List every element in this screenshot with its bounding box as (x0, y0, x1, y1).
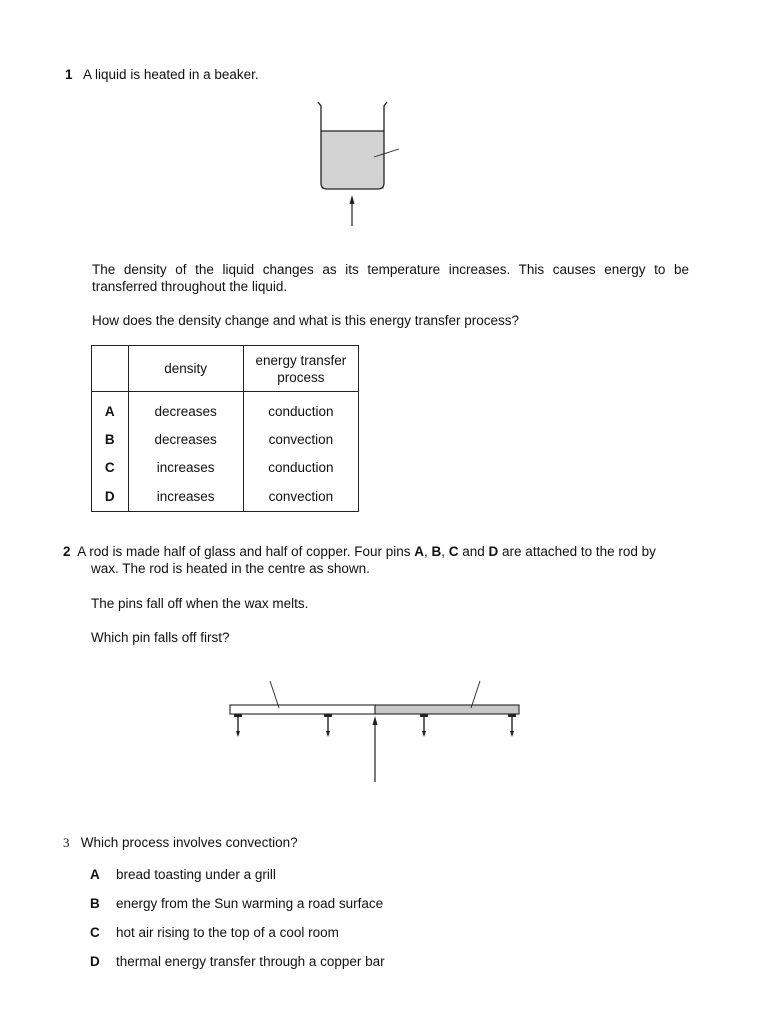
option-text: bread toasting under a grill (116, 867, 276, 882)
table-row (92, 482, 359, 512)
option-letter: A (90, 867, 100, 882)
pin-label-d: D (488, 544, 499, 559)
q3-option-c (90, 925, 339, 940)
table-header-blank (92, 346, 129, 392)
row-process: conduction (243, 392, 358, 426)
q1-intro: A liquid is heated in a beaker. (83, 67, 259, 82)
table-row (92, 392, 359, 426)
row-density: decreases (128, 426, 243, 454)
table-header-density: density (128, 346, 243, 392)
q2-line3: The pins fall off when the wax melts. (91, 596, 309, 611)
row-density: increases (128, 482, 243, 512)
heat-arrow-head (373, 716, 378, 725)
option-letter: C (90, 925, 100, 940)
q3-option-d (90, 954, 385, 969)
copper-half (375, 705, 519, 714)
pin-label-b: B (431, 544, 442, 559)
option-text: energy from the Sun warming a road surface (116, 896, 384, 911)
row-letter: D (92, 482, 129, 512)
q1-number: 1 (65, 67, 73, 82)
q3-option-b (90, 896, 383, 911)
q1-question: How does the density change and what is this energy transfer process? (92, 313, 519, 328)
q3-heading (63, 835, 298, 851)
row-process: convection (243, 482, 358, 512)
q3-option-a (90, 867, 276, 882)
option-letter: B (90, 896, 100, 911)
table-row (92, 426, 359, 454)
q3-question: Which process involves convection? (80, 835, 298, 850)
option-text: hot air rising to the top of a cool room (116, 925, 339, 940)
table-header-row (92, 346, 359, 392)
row-process: convection (243, 426, 358, 454)
q1-paragraph: The density of the liquid changes as its temperature increases. This causes energy to be transferred throughout the liquid. (92, 262, 689, 294)
glass-half (230, 705, 375, 714)
pin-label-c: C (448, 544, 459, 559)
pin-d (508, 714, 516, 737)
table-row (92, 454, 359, 482)
row-process: conduction (243, 454, 358, 482)
liquid (321, 131, 384, 189)
q2-text-before: A rod is made half of glass and half of copper. Four pins (77, 544, 415, 559)
q1-answer-table (91, 345, 359, 512)
rod-diagram (225, 678, 525, 788)
table-header-process: energy transfer process (243, 346, 358, 392)
q2-number: 2 (63, 544, 71, 559)
q2-text-after: are attached to the rod by (498, 544, 656, 559)
option-letter: D (90, 954, 100, 969)
pin-c (420, 714, 428, 737)
option-text: thermal energy transfer through a copper bar (116, 954, 385, 969)
row-density: increases (128, 454, 243, 482)
pin-label-a: A (414, 544, 424, 559)
copper-label-line (471, 681, 480, 708)
q3-number: 3 (63, 835, 70, 850)
q2-line4: Which pin falls off first? (91, 630, 230, 645)
beaker-diagram (300, 98, 420, 228)
q2-line2: wax. The rod is heated in the centre as shown. (91, 561, 370, 576)
row-letter: C (92, 454, 129, 482)
pin-a (234, 714, 242, 737)
row-letter: B (92, 426, 129, 454)
row-letter: A (92, 392, 129, 426)
q1-heading (65, 67, 259, 82)
glass-label-line (270, 681, 279, 708)
q2-line1: 2 A rod is made half of glass and half of copper. Four pins A, B, C and D are attached to the rod by (63, 544, 656, 559)
heat-arrow-head (350, 195, 355, 204)
row-density: decreases (128, 392, 243, 426)
pin-b (324, 714, 332, 737)
